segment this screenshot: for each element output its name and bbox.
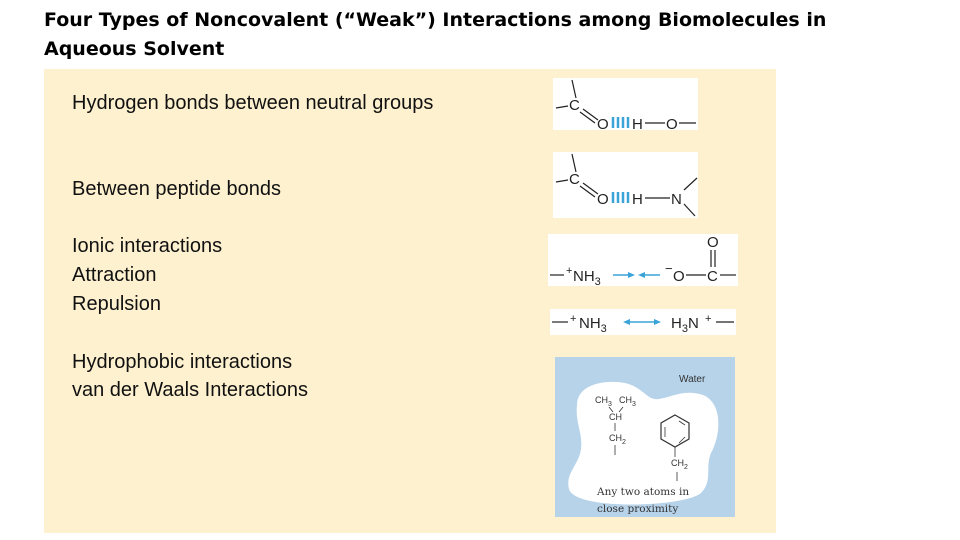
diagram-ionic-attraction bbox=[548, 234, 738, 286]
group-ch2: $CH_2$ bbox=[609, 433, 626, 446]
label-hydrophobic: Hydrophobic interactions bbox=[72, 351, 293, 373]
atom-c: C bbox=[569, 97, 580, 114]
label-attraction: Attraction bbox=[72, 264, 157, 286]
bond-line bbox=[556, 180, 568, 182]
group-nh3: $NH_3$ bbox=[573, 268, 601, 286]
caption-line-1: Any two atoms in bbox=[597, 486, 690, 498]
label-hbond-peptide: Between peptide bonds bbox=[72, 178, 282, 200]
double-bond-line bbox=[580, 112, 595, 123]
atom-o: O bbox=[673, 268, 685, 285]
label-hbond-neutral: Hydrogen bonds between neutral groups bbox=[72, 92, 434, 114]
repulsion-arrowhead bbox=[654, 319, 661, 325]
bond-line bbox=[572, 80, 576, 98]
atom-h: H bbox=[632, 116, 643, 130]
group-ch: CH bbox=[609, 412, 622, 422]
water-label: Water bbox=[679, 374, 706, 385]
group-ch2-benzyl: $CH_2$ bbox=[671, 458, 688, 471]
atom-o: O bbox=[666, 116, 678, 130]
atom-o: O bbox=[597, 191, 609, 208]
group-ch3-b: $CH_3$ bbox=[619, 395, 636, 408]
group-ch3-a: $CH_3$ bbox=[595, 395, 612, 408]
group-nh3: $NH_3$ bbox=[579, 315, 607, 335]
bond-line bbox=[556, 106, 568, 108]
diagram-ionic-repulsion bbox=[550, 309, 736, 335]
positive-charge-sign: + bbox=[705, 313, 712, 325]
atom-c: C bbox=[569, 171, 580, 188]
atom-c: C bbox=[707, 268, 718, 285]
double-bond-line bbox=[583, 109, 598, 120]
double-bond-line bbox=[583, 183, 598, 194]
diagram-hydrophobic-water bbox=[555, 357, 735, 517]
negative-charge-sign: − bbox=[665, 261, 673, 276]
bond-line bbox=[572, 154, 576, 172]
ionic-repulsion-svg bbox=[550, 309, 736, 335]
atom-o: O bbox=[597, 116, 609, 130]
double-bond-line bbox=[580, 186, 595, 197]
attraction-arrowhead bbox=[628, 272, 635, 278]
label-ionic-interactions: Ionic interactions bbox=[72, 235, 223, 257]
bond-line bbox=[684, 204, 695, 216]
diagram-hbond-neutral bbox=[553, 78, 698, 130]
caption-line-2: close proximity bbox=[597, 503, 679, 515]
positive-charge-sign: + bbox=[570, 313, 577, 325]
repulsion-arrowhead bbox=[623, 319, 630, 325]
hbond-peptide-svg bbox=[553, 152, 698, 218]
ionic-attraction-svg bbox=[548, 234, 738, 286]
atom-n: N bbox=[671, 191, 682, 208]
diagram-hbond-peptide bbox=[553, 152, 698, 218]
positive-charge-sign: + bbox=[566, 265, 573, 277]
bond-line bbox=[684, 178, 697, 190]
atom-h: H bbox=[632, 191, 643, 208]
slide-title: Four Types of Noncovalent (“Weak”) Interactions among Biomolecules in Aqueous Solvent bbox=[44, 9, 827, 60]
label-repulsion: Repulsion bbox=[72, 293, 161, 315]
group-h3n: $H_3N$ bbox=[671, 315, 699, 335]
hbond-dashes bbox=[613, 192, 628, 203]
hbond-neutral-svg bbox=[553, 78, 698, 130]
label-van-der-waals: van der Waals Interactions bbox=[72, 379, 309, 401]
atom-o-top: O bbox=[707, 234, 719, 251]
hbond-dashes bbox=[613, 117, 628, 128]
hydrophobic-svg bbox=[555, 357, 735, 517]
